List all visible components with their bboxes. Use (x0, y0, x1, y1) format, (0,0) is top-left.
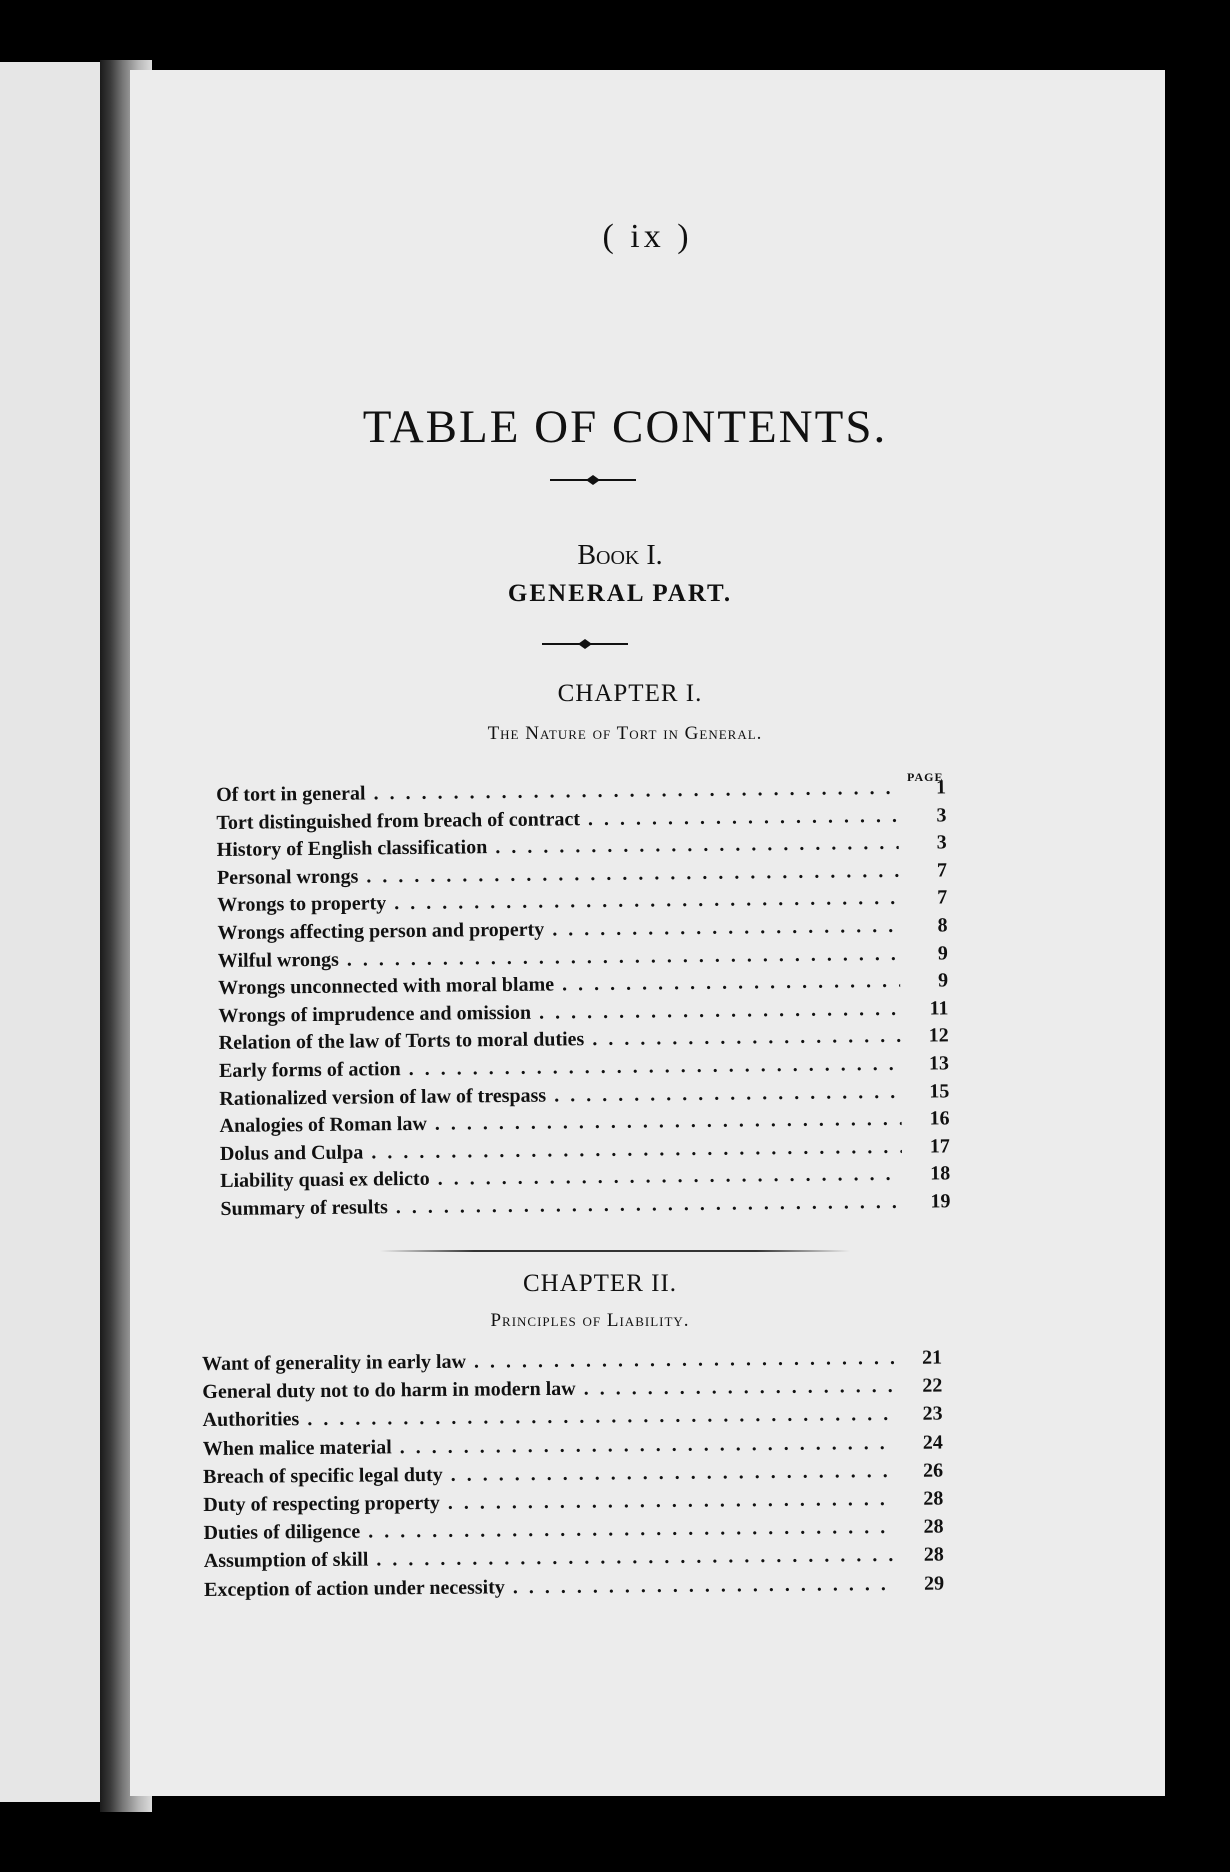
leader-dots (400, 1429, 895, 1462)
toc-entry-title: Wrongs affecting person and property (217, 918, 545, 944)
toc-entry-page: 19 (930, 1190, 951, 1213)
toc-entry-page: 28 (923, 1487, 944, 1510)
toc-entry-page: 13 (928, 1052, 950, 1075)
leader-dots (396, 1189, 903, 1222)
toc-entry-page: 28 (923, 1543, 944, 1567)
toc-entry-page: 3 (936, 831, 947, 854)
leader-dots (584, 1372, 895, 1403)
toc-entry-title: Personal wrongs (216, 865, 359, 889)
toc-entry-page: 15 (929, 1079, 950, 1103)
toc-entry-page: 18 (930, 1162, 951, 1185)
toc-entry-title: Liability quasi ex delicto (220, 1168, 430, 1193)
toc-entry-title: Dolus and Culpa (219, 1141, 364, 1165)
toc-entry-title: Duty of respecting property (203, 1491, 440, 1516)
toc-entry-title: Breach of specific legal duty (203, 1463, 443, 1488)
toc-entry-title: Duties of diligence (203, 1520, 361, 1545)
page-column-label: PAGE (907, 770, 944, 784)
leader-dots (554, 1078, 901, 1109)
toc-entry-title: General duty not to do harm in modern law (202, 1377, 576, 1404)
leader-dots (552, 913, 900, 944)
toc-entry-title: Analogies of Roman law (219, 1112, 427, 1138)
toc-entry-title: Wilful wrongs (217, 948, 339, 972)
toc-entry-title: Exception of action under necessity (203, 1575, 505, 1601)
toc-entry-title: History of English classification (216, 836, 488, 862)
chapter-1-heading: CHAPTER I. (557, 680, 703, 707)
leader-dots (562, 968, 900, 999)
chapter-2-contents (202, 1344, 944, 1604)
toc-entry-page: 29 (923, 1572, 945, 1595)
page-content (130, 70, 1165, 1796)
leader-dots (474, 1344, 894, 1376)
ornament-divider-icon (550, 472, 636, 488)
part-heading: GENERAL PART. (507, 580, 733, 607)
toc-entry-page: 11 (929, 997, 949, 1020)
toc-entry-page: 1 (935, 776, 947, 799)
chapter-1-subtitle: The Nature of Tort in General. (487, 723, 763, 744)
toc-entry-title: Wrongs unconnected with moral blame (218, 973, 555, 1000)
toc-entry-title: Of tort in general (216, 782, 366, 806)
table-of-contents-title: TABLE OF CONTENTS. (362, 401, 888, 453)
toc-entry (204, 1569, 944, 1604)
chapter-1-contents (216, 774, 951, 1223)
book-heading: Book I. (577, 540, 663, 571)
book-page (130, 70, 1165, 1796)
toc-entry-title: Tort distinguished from breach of contract (216, 807, 581, 834)
toc-entry-page: 21 (921, 1346, 943, 1369)
toc-entry-page: 9 (937, 941, 948, 965)
toc-entry-title: Assumption of skill (203, 1548, 369, 1573)
ornament-divider-icon (542, 636, 628, 652)
toc-entry-title: Wrongs of imprudence and omission (218, 1001, 532, 1027)
toc-entry-page: 9 (938, 969, 949, 992)
toc-entry-title: Summary of results (220, 1196, 388, 1220)
leader-dots (376, 1541, 896, 1574)
toc-entry-page: 7 (936, 859, 948, 882)
toc-entry-page: 22 (922, 1374, 943, 1397)
chapter-2-subtitle: Principles of Liability. (490, 1310, 690, 1331)
toc-entry-title: Wrongs to property (217, 892, 387, 917)
toc-entry-page: 7 (937, 886, 948, 909)
section-divider-rule (380, 1250, 850, 1252)
toc-entry-page: 17 (929, 1135, 950, 1158)
toc-entry-title: Authorities (202, 1408, 300, 1432)
toc-entry-page: 8 (937, 914, 948, 937)
chapter-2-heading: CHAPTER II. (522, 1270, 678, 1297)
toc-entry-page: 24 (922, 1431, 943, 1454)
toc-entry-page: 23 (922, 1402, 943, 1426)
toc-entry-page: 3 (936, 803, 947, 827)
toc-entry-page: 28 (923, 1515, 944, 1538)
toc-entry-title: When malice material (202, 1435, 392, 1460)
toc-entry-page: 12 (928, 1024, 949, 1047)
toc-entry-page: 26 (922, 1459, 944, 1482)
leader-dots (588, 802, 899, 833)
toc-entry-title: Relation of the law of Torts to moral duties (218, 1028, 585, 1055)
leader-dots (451, 1457, 896, 1489)
toc-entry-title: Want of generality in early law (202, 1350, 467, 1375)
leader-dots (448, 1485, 896, 1517)
leader-dots (539, 996, 901, 1027)
facing-page-edge (0, 62, 105, 1802)
toc-entry-title: Early forms of action (218, 1058, 401, 1082)
page-folio: ( ix ) (602, 218, 693, 255)
toc-entry-page: 16 (929, 1107, 950, 1130)
toc-entry-title: Rationalized version of law of trespass (219, 1084, 547, 1110)
leader-dots (513, 1569, 896, 1601)
leader-dots (592, 1023, 901, 1054)
leader-dots (495, 830, 899, 862)
